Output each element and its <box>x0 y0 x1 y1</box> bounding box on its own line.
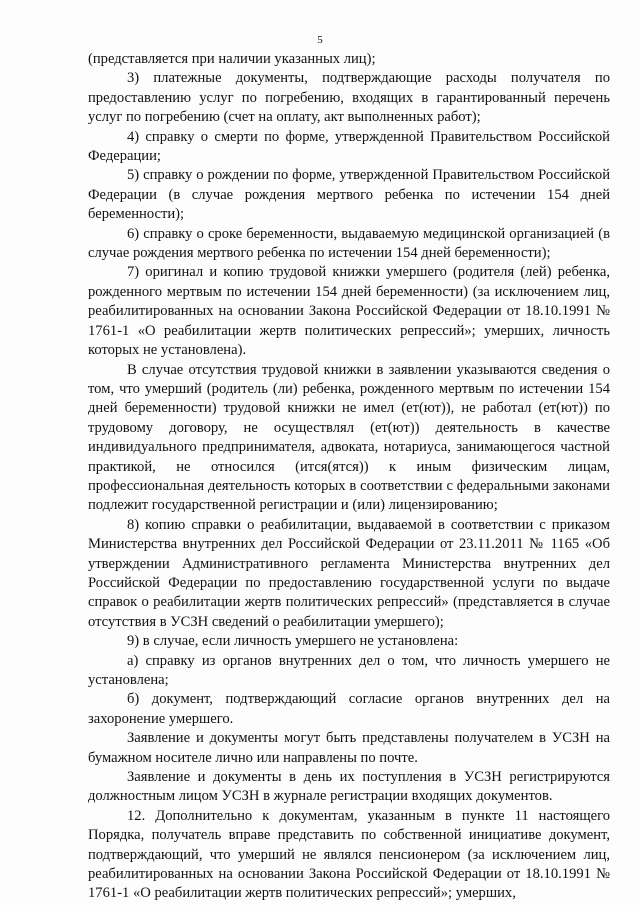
paragraph-1: (представляется при наличии указанных лиц); <box>88 51 376 67</box>
paragraph-item-6: 6) справку о сроке беременности, выдаваемую медицинской организацией (в случае рождения мертвого ребенка по истечении 154 дней беременности); <box>88 225 610 262</box>
page-number: 5 <box>317 34 323 46</box>
paragraph-item-9: 9) в случае, если личность умершего не установлена: <box>127 633 459 650</box>
paragraph-submission: Заявление и документы могут быть представлены получателем в УСЗН на бумажном носителе лично или направлены по почте. <box>88 730 610 766</box>
document-body <box>88 50 610 904</box>
paragraph-no-work-book: В случае отсутствия трудовой книжки в заявлении указываются сведения о том, что умерший (родитель (ли) ребенка, рожденного мертвым по истечении 154 дней беременности) трудовой книжки не имел (ет(ют)), не работал (ет(ют)) по трудовому договору, не осуществлял (ет(ют)) деятельность в качестве индивидуального предпринимателя, адвоката, нотариуса, занимающегося частной практикой, не относился (ится(ятся)) к иным физическим лицам, профессиональная деятельность которых в соответствии с федеральными законами подлежит государственной регистрации и (или) лицензированию; <box>88 361 610 514</box>
paragraph-item-8: 8) копию справки о реабилитации, выдаваемой в соответствии с приказом Министерства внутренних дел Российской Федерации от 23.11.2011 № 1165 «Об утверждении Административного регламента Министерства внутренних дел Российской Федерации по предоставлению государственной услуги по выдаче справок о реабилитации жертв политических репрессий» (представляется в случае отсутствия в УСЗН сведений о реабилитации умершего); <box>88 516 610 630</box>
paragraph-registration: Заявление и документы в день их поступления в УСЗН регистрируются должностным лицом УСЗН в журнале регистрации входящих документов. <box>88 769 610 805</box>
paragraph-item-5: 5) справку о рождении по форме, утвержденной Правительством Российской Федерации (в случае рождения мертвого ребенка по истечении 154 дней беременности); <box>88 167 610 223</box>
paragraph-item-9a: а) справку из органов внутренних дел о том, что личность умершего не установлена; <box>88 652 610 688</box>
paragraph-item-9b: б) документ, подтверждающий согласие органов внутренних дел на захоронение умершего. <box>88 691 610 727</box>
paragraph-item-7: 7) оригинал и копию трудовой книжки умершего (родителя (лей) ребенка, рожденного мертвым по истечении 154 дней беременности) (за исключением лиц, реабилитированных на основании Закона Российской Федерации от 18.10.1991 № 1761-1 «О реабилитации жертв политических репрессий»; умерших, личность которых не установлена). <box>88 264 610 359</box>
paragraph-item-4: 4) справку о смерти по форме, утвержденной Правительством Российской Федерации; <box>88 128 610 165</box>
paragraph-item-12: 12. Дополнительно к документам, указанным в пункте 11 настоящего Порядка, получатель вправе представить по собственной инициативе документ, подтверждающий, что умерший не являлся пенсионером (за исключением лиц, реабилитированных на основании Закона Российской Федерации от 18.10.1991 № 1761-1 «О реабилитации жертв политических репрессий»; умерших, <box>88 807 610 902</box>
paragraph-item-3: 3) платежные документы, подтверждающие расходы получателя по предоставлению услуг по погребению, входящих в гарантированный перечень услуг по погребению (счет на оплату, акт выполненных работ); <box>88 70 610 126</box>
